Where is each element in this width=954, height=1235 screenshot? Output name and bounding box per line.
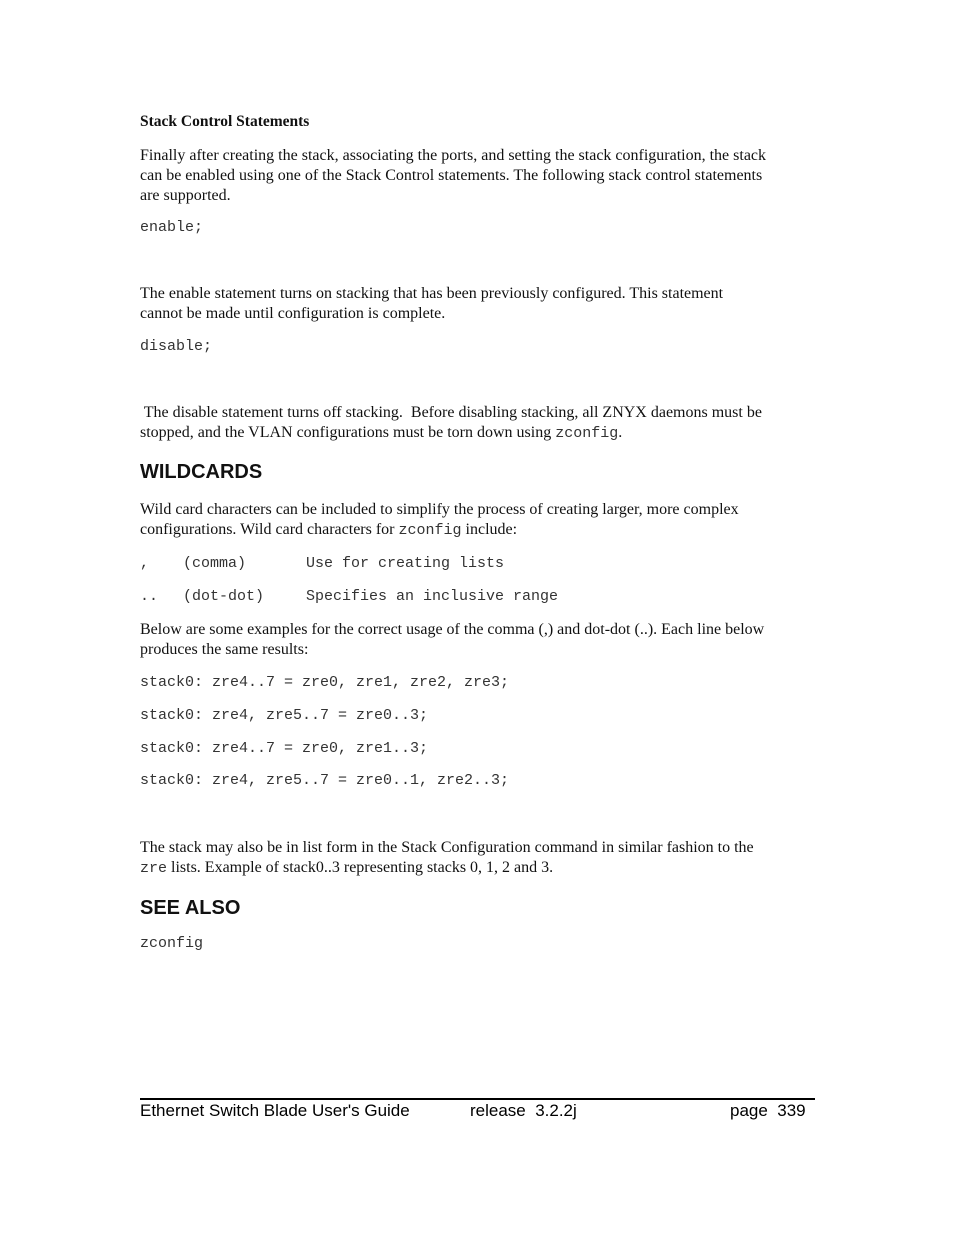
text-fragment: stopped, and the VLAN configurations must be torn down using (140, 424, 556, 441)
code-example: stack0: zre4, zre5..7 = zre0..1, zre2..3; (140, 772, 510, 789)
text-line (140, 520, 816, 541)
text-fragment: include: (461, 521, 518, 538)
text-line: Below are some examples for the correct usage of the comma (,) and dot-dot (..). Each line below (140, 621, 765, 638)
disable-description (140, 403, 816, 444)
text-line: produces the same results: (140, 641, 309, 658)
text-fragment: configurations. Wild card characters for (140, 521, 399, 538)
wildcard-name: (comma) (183, 555, 247, 572)
inline-code: zconfig (398, 522, 462, 539)
text-fragment: . (618, 424, 623, 441)
subsection-heading: Stack Control Statements (140, 113, 310, 130)
inline-code: zre (140, 860, 168, 877)
footer-title: Ethernet Switch Blade User's Guide (140, 1101, 410, 1120)
footer-page-number: page 339 (730, 1101, 806, 1120)
inline-code: zconfig (555, 425, 619, 442)
wildcard-description: Use for creating lists (306, 555, 505, 572)
code-disable: disable; (140, 338, 213, 355)
code-example: stack0: zre4..7 = zre0, zre1..3; (140, 740, 429, 757)
text-line: Wild card characters can be included to simplify the process of creating larger, more complex (140, 501, 739, 518)
wildcard-symbol: , (140, 555, 150, 572)
wildcard-name: (dot-dot) (183, 588, 265, 605)
text-line: are supported. (140, 187, 231, 204)
wildcard-description: Specifies an inclusive range (306, 588, 559, 605)
text-line (140, 858, 816, 879)
section-heading-wildcards: WILDCARDS (140, 461, 263, 483)
wildcard-symbol: .. (140, 588, 159, 605)
text-line: The disable statement turns off stacking. Before disabling stacking, all ZNYX daemons must be (140, 404, 762, 421)
code-example: stack0: zre4..7 = zre0, zre1, zre2, zre3; (140, 674, 510, 691)
footer-divider (140, 1098, 815, 1100)
text-line: The enable statement turns on stacking that has been previously configured. This statement (140, 285, 724, 302)
section-heading-see-also: SEE ALSO (140, 897, 241, 919)
intro-paragraph (140, 146, 816, 206)
text-line: can be enabled using one of the Stack Control statements. The following stack control statements (140, 167, 763, 184)
text-line: The stack may also be in list form in the Stack Configuration command in similar fashion to the (140, 839, 754, 856)
text-line (140, 423, 816, 444)
code-enable: enable; (140, 219, 204, 236)
list-form-paragraph (140, 838, 816, 879)
wildcards-intro (140, 500, 816, 541)
text-fragment: lists. Example of stack0..3 representing stacks 0, 1, 2 and 3. (167, 859, 554, 876)
code-example: stack0: zre4, zre5..7 = zre0..3; (140, 707, 429, 724)
see-also-reference: zconfig (140, 935, 204, 952)
footer-release: release 3.2.2j (470, 1101, 577, 1120)
text-line: cannot be made until configuration is complete. (140, 305, 446, 322)
examples-intro (140, 620, 816, 660)
enable-description (140, 284, 816, 324)
text-line: Finally after creating the stack, associating the ports, and setting the stack configuration, the stack (140, 147, 767, 164)
